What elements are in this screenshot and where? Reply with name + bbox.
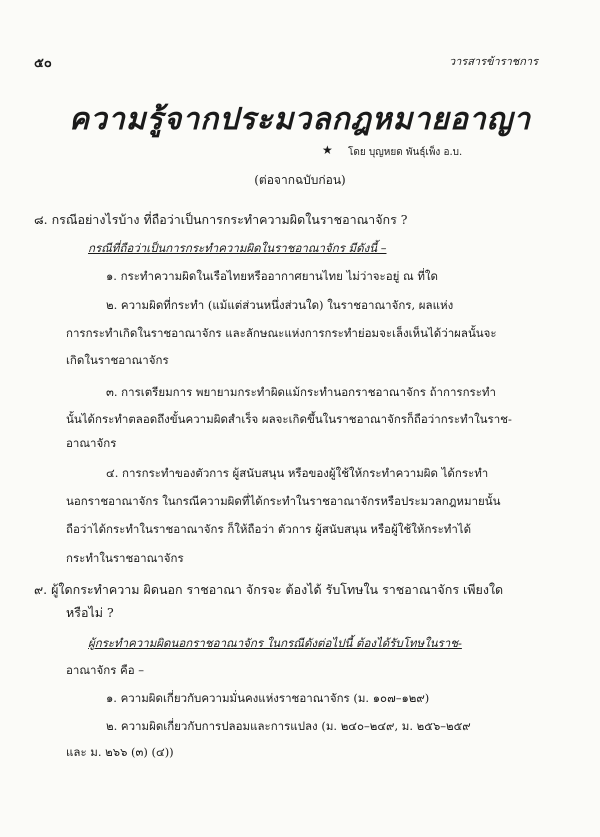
- page-number: ๕๐: [34, 56, 52, 71]
- q8-item-4-line-1: ๔. การกระทำของตัวการ ผู้สนับสนุน หรือของผู้ใช้ให้กระทำความผิด ได้กระทำ: [106, 466, 489, 480]
- q8-item-4-line-4: กระทำในราชอาณาจักร: [66, 551, 184, 565]
- q8-item-1: ๑. กระทำความผิดในเรือไทยหรืออากาศยานไทย ไม่ว่าจะอยู่ ณ ที่ใด: [106, 269, 439, 283]
- q9-item-1: ๑. ความผิดเกี่ยวกับความมั่นคงแห่งราชอาณาจักร (ม. ๑๐๗–๑๒๙): [106, 691, 430, 705]
- q8-item-4-line-3: ถือว่าได้กระทำในราชอาณาจักร ก็ให้ถือว่า ตัวการ ผู้สนับสนุน หรือผู้ใช้ให้กระทำได้: [66, 522, 472, 536]
- q8-item-2-line-3: เกิดในราชอาณาจักร: [66, 353, 169, 367]
- q8-item-2-line-2: การกระทำเกิดในราชอาณาจักร และลักษณะแห่งการกระทำย่อมจะเล็งเห็นได้ว่าผลนั้นจะ: [66, 326, 497, 340]
- q9-intro-line-2: อาณาจักร คือ –: [66, 663, 145, 677]
- q8-item-4-line-2: นอกราชอาณาจักร ในกรณีความผิดที่ได้กระทำในราชอาณาจักรหรือประมวลกฎหมายนั้น: [66, 494, 501, 508]
- continued-note: (ต่อจากฉบับก่อน): [254, 173, 346, 187]
- q8-item-3-line-2: นั้นได้กระทำตลอดถึงขั้นความผิดสำเร็จ ผลจะเกิดขึ้นในราชอาณาจักรก็ถือว่ากระทำในราช-: [66, 412, 512, 426]
- question-9-line-1: ๙. ผู้ใดกระทำความ ผิดนอก ราชอาณา จักรจะ ต้องได้ รับโทษใน ราชอาณาจักร เพียงใด: [34, 582, 504, 597]
- article-title: ความรู้จากประมวลกฎหมายอาญา: [68, 102, 532, 137]
- star-icon: ★: [322, 143, 333, 157]
- q8-item-3-line-3: อาณาจักร: [66, 436, 117, 450]
- journal-name: วารสารข้าราชการ: [448, 55, 538, 68]
- q9-intro-line-1: ผู้กระทำความผิดนอกราชอาณาจักร ในกรณีดังต่อไปนี้ ต้องได้รับโทษในราช-: [88, 636, 462, 650]
- question-9-line-2: หรือไม่ ?: [66, 605, 114, 620]
- question-8: ๘. กรณีอย่างไรบ้าง ที่ถือว่าเป็นการกระทำความผิดในราชอาณาจักร ?: [34, 212, 408, 227]
- q8-item-3-line-1: ๓. การเตรียมการ พยายามกระทำผิดแม้กระทำนอกราชอาณาจักร ถ้าการกระทำ: [106, 385, 496, 399]
- q9-item-2-line-2: และ ม. ๒๖๖ (๓) (๔)): [66, 745, 174, 759]
- q9-item-2-line-1: ๒. ความผิดเกี่ยวกับการปลอมและการแปลง (ม. ๒๔๐–๒๔๙, ม. ๒๕๖–๒๕๙: [106, 719, 471, 733]
- q8-item-2-line-1: ๒. ความผิดที่กระทำ (แม้แต่ส่วนหนึ่งส่วนใด) ในราชอาณาจักร, ผลแห่ง: [106, 298, 454, 312]
- author-byline: โดย บุญหยด พันธุ์เพ็ง อ.บ.: [348, 147, 463, 158]
- q8-intro: กรณีที่ถือว่าเป็นการกระทำความผิดในราชอาณาจักร มีดังนี้ –: [88, 241, 387, 255]
